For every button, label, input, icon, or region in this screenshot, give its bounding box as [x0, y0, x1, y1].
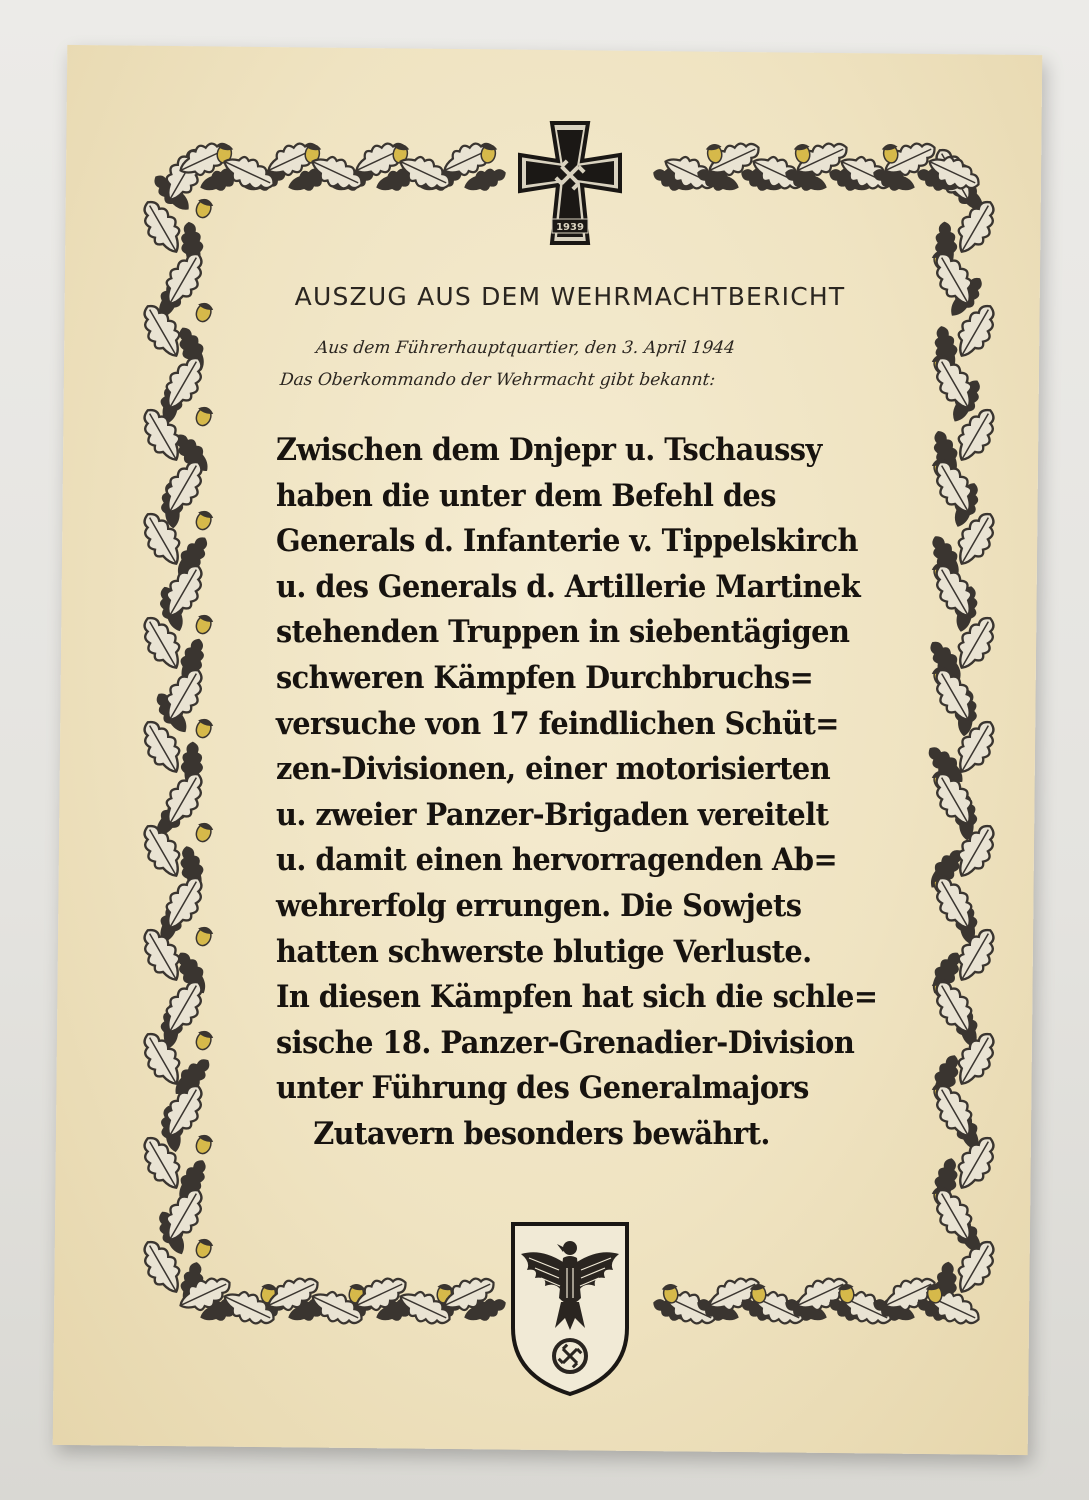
- body-line: unter Führung des Generalmajors: [276, 1070, 809, 1107]
- acorn-icon: [193, 1029, 215, 1052]
- acorn-icon: [193, 1237, 215, 1260]
- eagle-shield-icon: [505, 1218, 635, 1398]
- body-line: Zutavern besonders bewährt.: [313, 1115, 770, 1152]
- body-line: versuche von 17 feindlichen Schüt=: [276, 705, 839, 742]
- acorn-icon: [193, 509, 215, 532]
- body-line: haben die unter dem Befehl des: [276, 477, 776, 514]
- acorn-icon: [193, 925, 215, 948]
- acorn-icon: [193, 197, 215, 220]
- body-line: Generals d. Infanterie v. Tippelskirch: [276, 523, 858, 560]
- acorn-icon: [193, 301, 215, 324]
- body-line: u. damit einen hervorragenden Ab=: [276, 842, 838, 879]
- iron-cross-icon: [490, 103, 650, 263]
- body-line: u. zweier Panzer-Brigaden vereitelt: [276, 796, 829, 833]
- cross-year: 1939: [556, 222, 584, 233]
- document-title: AUSZUG AUS DEM WEHRMACHTBERICHT: [294, 282, 846, 311]
- body-line: schweren Kämpfen Durchbruchs=: [276, 659, 814, 696]
- oak-leaf-icon: [135, 1131, 189, 1195]
- acorn-icon: [193, 405, 215, 428]
- body-line: stehenden Truppen in siebentägigen: [276, 614, 850, 651]
- body-line: Zwischen dem Dnjepr u. Tschaussy: [276, 432, 822, 468]
- body-line: wehrerfolg errungen. Die Sowjets: [276, 887, 802, 924]
- body-line: sische 18. Panzer-Grenadier-Division: [276, 1024, 855, 1061]
- body-line: In diesen Kämpfen hat sich die schle=: [276, 979, 878, 1016]
- iron-cross-emblem: [490, 103, 650, 263]
- body-line: hatten schwerste blutige Verluste.: [276, 933, 812, 970]
- eagle-shield-emblem: [505, 1218, 635, 1398]
- subtitle-line-2: Das Oberkommando der Wehrmacht gibt bekannt:: [278, 370, 717, 390]
- body-line: zen-Divisionen, einer motorisierten: [276, 751, 831, 788]
- acorn-icon: [193, 1133, 215, 1156]
- acorn-icon: [193, 821, 215, 844]
- acorn-icon: [193, 613, 215, 636]
- acorn-icon: [193, 717, 215, 740]
- body-line: u. des Generals d. Artillerie Martinek: [276, 568, 861, 605]
- subtitle-line-1: Aus dem Führerhauptquartier, den 3. April 1944: [314, 338, 736, 358]
- report-body: [276, 428, 896, 1158]
